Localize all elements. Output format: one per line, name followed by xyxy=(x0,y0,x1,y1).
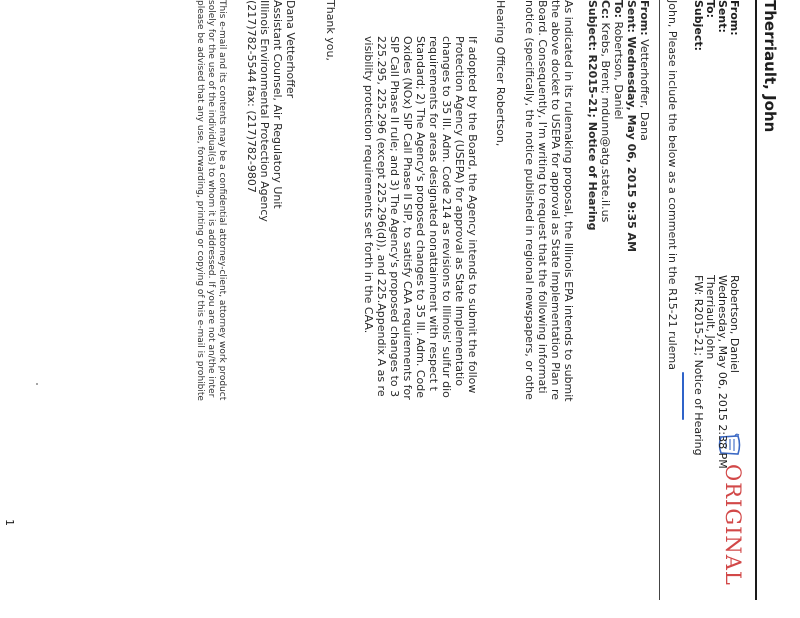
fwd-cc-label: Cc: xyxy=(599,0,612,19)
closing: Thank you, xyxy=(324,0,337,61)
paragraph-2-line: visibility protection requirements set forth in the CAA. xyxy=(362,36,375,334)
disclaimer-line: This e-mail and its contents may be a confidential attorney-client, attorney work product xyxy=(217,0,227,401)
fwd-from-line xyxy=(638,0,651,141)
paragraph-2-line: Standard; 2) The Agency's proposed changes to 35 Ill. Adm. Code xyxy=(414,36,427,399)
paragraph-2-line: If adopted by the Board, the Agency intends to submit the follow xyxy=(466,36,479,394)
subject-value: FW: R2015-21; Notice of Hearing xyxy=(692,275,705,456)
intro-line: John, Please include the below as a comment in the R15-21 rulema xyxy=(666,0,679,370)
paragraph-2-line: Oxides (NOx) SIP Call Phase II SIP, to satisfy CAA requirements for xyxy=(401,36,414,400)
from-label: From: xyxy=(728,0,741,36)
fwd-cc-line xyxy=(599,0,612,222)
forward-separator xyxy=(659,0,660,600)
title-rule xyxy=(755,0,757,600)
paragraph-2-line: 225.295, 225.296 (except 225.296(d)), and 225.Appendix A as re xyxy=(375,36,388,397)
paragraph-2 xyxy=(362,36,479,618)
paragraph-1-line: the above docket to USEPA for approval as State Implementation Plan re xyxy=(549,0,562,401)
disclaimer-line: solely for the use of the individual(s) to whom it is addressed. If you are not an/the inter xyxy=(206,0,216,398)
paragraph-1-line: As indicated in its rulemaking proposal, the Illinois EPA intends to submit xyxy=(562,0,575,402)
paragraph-1 xyxy=(523,0,575,618)
signature-block xyxy=(245,0,297,400)
signature-line: Dana Vetterhoffer xyxy=(284,0,297,99)
fwd-sent-label: Sent: xyxy=(625,0,638,33)
stamp-label: ORIGINAL xyxy=(721,464,745,586)
fwd-to-label: To: xyxy=(612,0,625,18)
paragraph-1-line: notice (specifically, the notice published in regional newspapers, or othe xyxy=(523,0,536,400)
subject-label: Subject: xyxy=(692,0,705,52)
handwritten-underline xyxy=(682,372,684,420)
fwd-subject-line xyxy=(586,0,599,231)
to-value: Therriault, John xyxy=(704,275,717,360)
fwd-from-value: Vetterhoffer, Dana xyxy=(638,39,651,141)
from-value: Robertson, Daniel xyxy=(728,275,741,373)
fwd-subject-value: R2015-21; Notice of Hearing xyxy=(586,54,599,231)
salutation: Hearing Officer Robertson, xyxy=(494,0,507,147)
paragraph-1-line: Board. Consequently, I'm writing to request that the following informati xyxy=(536,0,549,394)
document-title: Therriault, John xyxy=(761,0,779,133)
fwd-to-value: Robertson, Daniel xyxy=(612,21,625,120)
fwd-cc-value: Krebs, Brent; mdunn@atg.state.il.us xyxy=(599,22,612,223)
scan-speck xyxy=(36,383,38,385)
fwd-from-label: From: xyxy=(638,0,651,36)
signature-line: (217)782-5544 fax: (217)782-9807 xyxy=(245,0,258,193)
signature-line: Assistant Counsel, Air Regulatory Unit xyxy=(271,0,284,209)
fwd-sent-value: Wednesday, May 06, 2015 9:35 AM xyxy=(625,36,638,253)
disclaimer-line: please be advised that any use, forwarding, printing or copying of this e-mail is prohibite xyxy=(195,0,205,401)
fwd-to-line xyxy=(612,0,625,119)
disclaimer xyxy=(194,0,227,618)
paragraph-2-line: Protection Agency (USEPA) for approval as State Implementatio xyxy=(453,36,466,387)
paragraph-2-line: SIP Call Phase II rule; and 3) The Agency's proposed changes to 3 xyxy=(388,36,401,398)
page-number: 1 xyxy=(3,519,16,526)
paragraph-2-line: changes to 35 Ill. Adm. Code 214 as revisions to Illinois' sulfur dio xyxy=(440,36,453,398)
paragraph-2-line: requirements for areas designated nonattainment with respect t xyxy=(427,36,440,391)
sent-value: Wednesday, May 06, 2015 2:38 PM xyxy=(716,275,729,469)
fwd-sent-line xyxy=(625,0,638,252)
fwd-subject-label: Subject: xyxy=(586,0,599,52)
to-label: To: xyxy=(704,0,717,18)
sent-label: Sent: xyxy=(716,0,729,33)
signature-line: Illinois Environmental Protection Agency xyxy=(258,0,271,222)
